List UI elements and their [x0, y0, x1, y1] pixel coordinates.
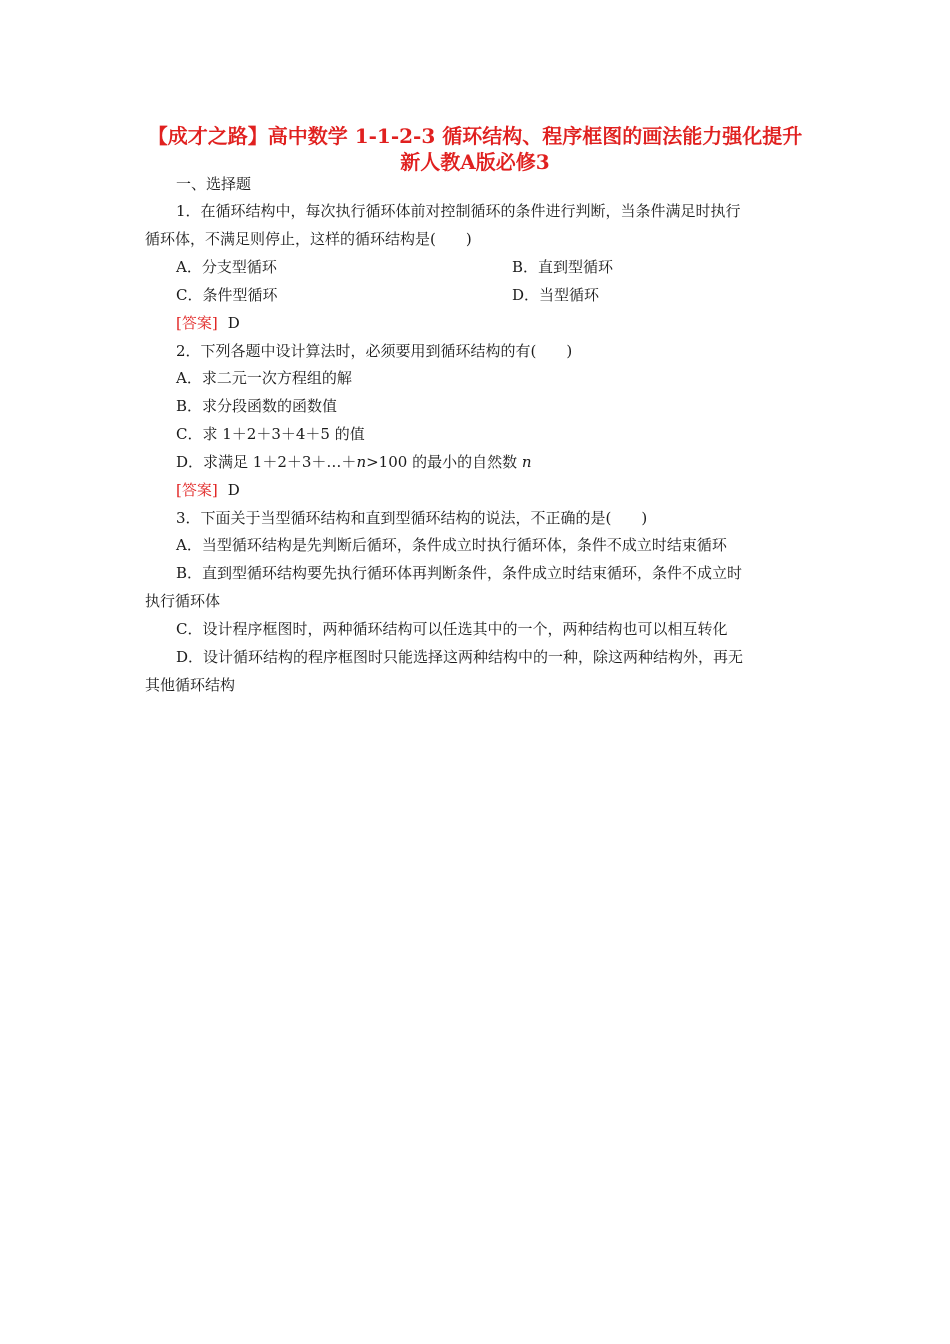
q2-option-d-var-2: n — [521, 453, 532, 471]
q2-option-d-text-1: D．求满足 1＋2＋3＋…＋ — [176, 453, 357, 471]
q3-option-b-line-2: 执行循环体 — [145, 592, 221, 610]
q2-answer-value: D — [227, 481, 240, 499]
q1-answer — [176, 313, 240, 333]
q3-option-b-line-1: B．直到型循环结构要先执行循环体再判断条件，条件成立时结束循环，条件不成立时 — [176, 564, 743, 582]
q2-option-d — [176, 452, 532, 472]
q3-option-d-line-2: 其他循环结构 — [145, 676, 236, 694]
q3-stem: 3．下面关于当型循环结构和直到型循环结构的说法，不正确的是( ) — [176, 509, 648, 527]
q1-option-b: B．直到型循环 — [512, 258, 614, 276]
title-line-1: 【成才之路】高中数学 1-1-2-3 循环结构、程序框图的画法能力强化提升 — [147, 124, 803, 148]
q1-answer-value: D — [227, 314, 240, 332]
section-heading: 一、选择题 — [176, 175, 252, 193]
q2-answer-label: [答案] — [176, 481, 218, 499]
q2-option-d-text-2: >100 的最小的自然数 — [366, 453, 522, 471]
title-line-2: 新人教A版必修3 — [400, 150, 550, 174]
q2-option-a: A．求二元一次方程组的解 — [176, 369, 352, 387]
q3-option-c: C．设计程序框图时，两种循环结构可以任选其中的一个，两种结构也可以相互转化 — [176, 620, 728, 638]
q1-option-a: A．分支型循环 — [176, 258, 277, 276]
q1-answer-label: [答案] — [176, 314, 218, 332]
q2-option-d-var-1: n — [356, 453, 367, 471]
q3-option-d-line-1: D．设计循环结构的程序框图时只能选择这两种结构中的一种，除这两种结构外，再无 — [176, 648, 744, 666]
q2-option-b: B．求分段函数的函数值 — [176, 397, 338, 415]
q3-option-a: A．当型循环结构是先判断后循环，条件成立时执行循环体，条件不成立时结束循环 — [176, 536, 727, 554]
q2-option-c: C．求 1＋2＋3＋4＋5 的值 — [176, 425, 365, 443]
q1-option-d: D．当型循环 — [512, 286, 600, 304]
q2-stem: 2．下列各题中设计算法时，必须要用到循环结构的有( ) — [176, 342, 573, 360]
q1-option-c: C．条件型循环 — [176, 286, 278, 304]
q2-answer — [176, 480, 240, 500]
q1-stem-line-2: 循环体，不满足则停止，这样的循环结构是( ) — [145, 230, 472, 248]
q1-stem-line-1: 1．在循环结构中，每次执行循环体前对控制循环的条件进行判断，当条件满足时执行 — [176, 202, 741, 220]
